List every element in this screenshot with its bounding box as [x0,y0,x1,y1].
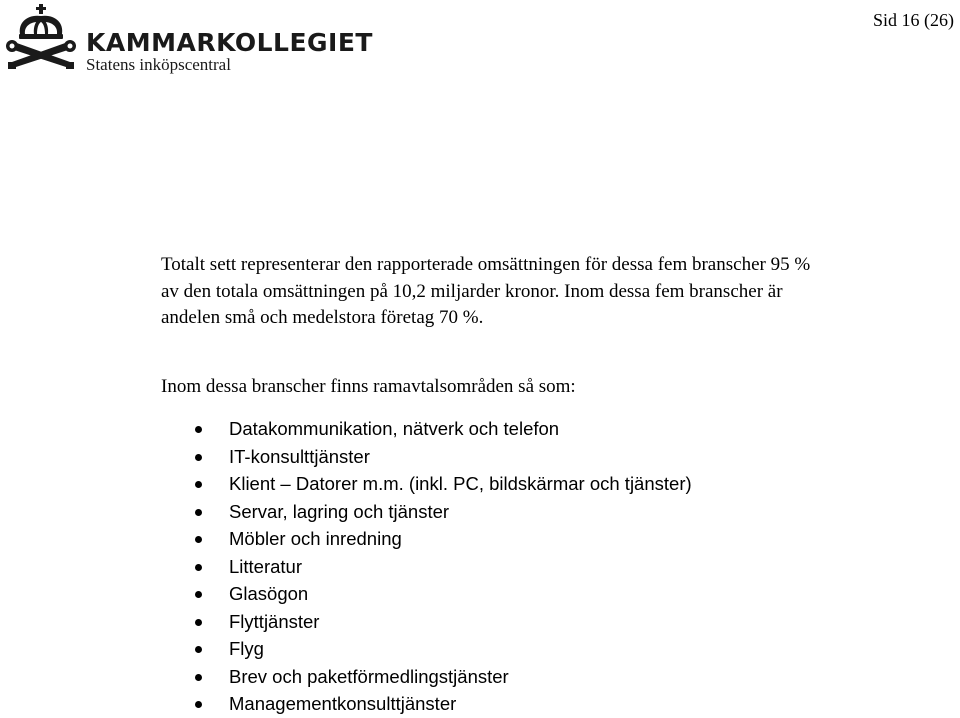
org-logo [4,4,373,76]
list-item-label: Brev och paketförmedlingstjänster [229,665,509,687]
list-item-label: Flyg [229,638,264,659]
paragraph-summary: Totalt sett representerar den rapporterade omsättningen för dessa fem branscher 95 % av den totala omsättningen på 10,2 miljarder kronor. Inom dessa fem branscher är andelen små och medelstora företag 70 %. [161,254,811,328]
bullet-icon [195,674,202,681]
bullet-icon [195,564,202,571]
list-item-label: Litteratur [229,555,303,577]
list-item-label: Servar, lagring och tjänster [229,500,450,522]
list-item-label: Managementkonsulttjänster [229,693,457,714]
bullet-icon [195,619,202,626]
list-item-label: Glasögon [229,583,309,604]
bullet-icon [195,426,202,433]
paragraph-intro: Inom dessa branscher finns ramavtalsområden så som: [161,376,576,397]
crown-keys-icon [4,4,80,74]
bullet-icon [195,646,202,653]
list-item-label: Flyttjänster [229,610,320,632]
list-item-label: Möbler och inredning [229,528,402,549]
list-item-label: IT-konsulttjänster [229,445,370,467]
bullet-icon [195,481,202,488]
bullet-icon [195,454,202,461]
bullet-icon [195,591,202,598]
list-item-label: Datakommunikation, nätverk och telefon [229,418,560,439]
org-name: KAMMARKOLLEGIET [86,28,373,57]
org-subtitle: Statens inköpscentral [86,55,231,74]
bullet-icon [195,536,202,543]
list-item-label: Klient – Datorer m.m. (inkl. PC, bildskärmar och tjänster) [229,473,692,494]
bullet-icon [195,701,202,708]
main-paragraph [161,252,821,332]
page-number: Sid 16 (26) [873,10,954,30]
bullet-icon [195,509,202,516]
